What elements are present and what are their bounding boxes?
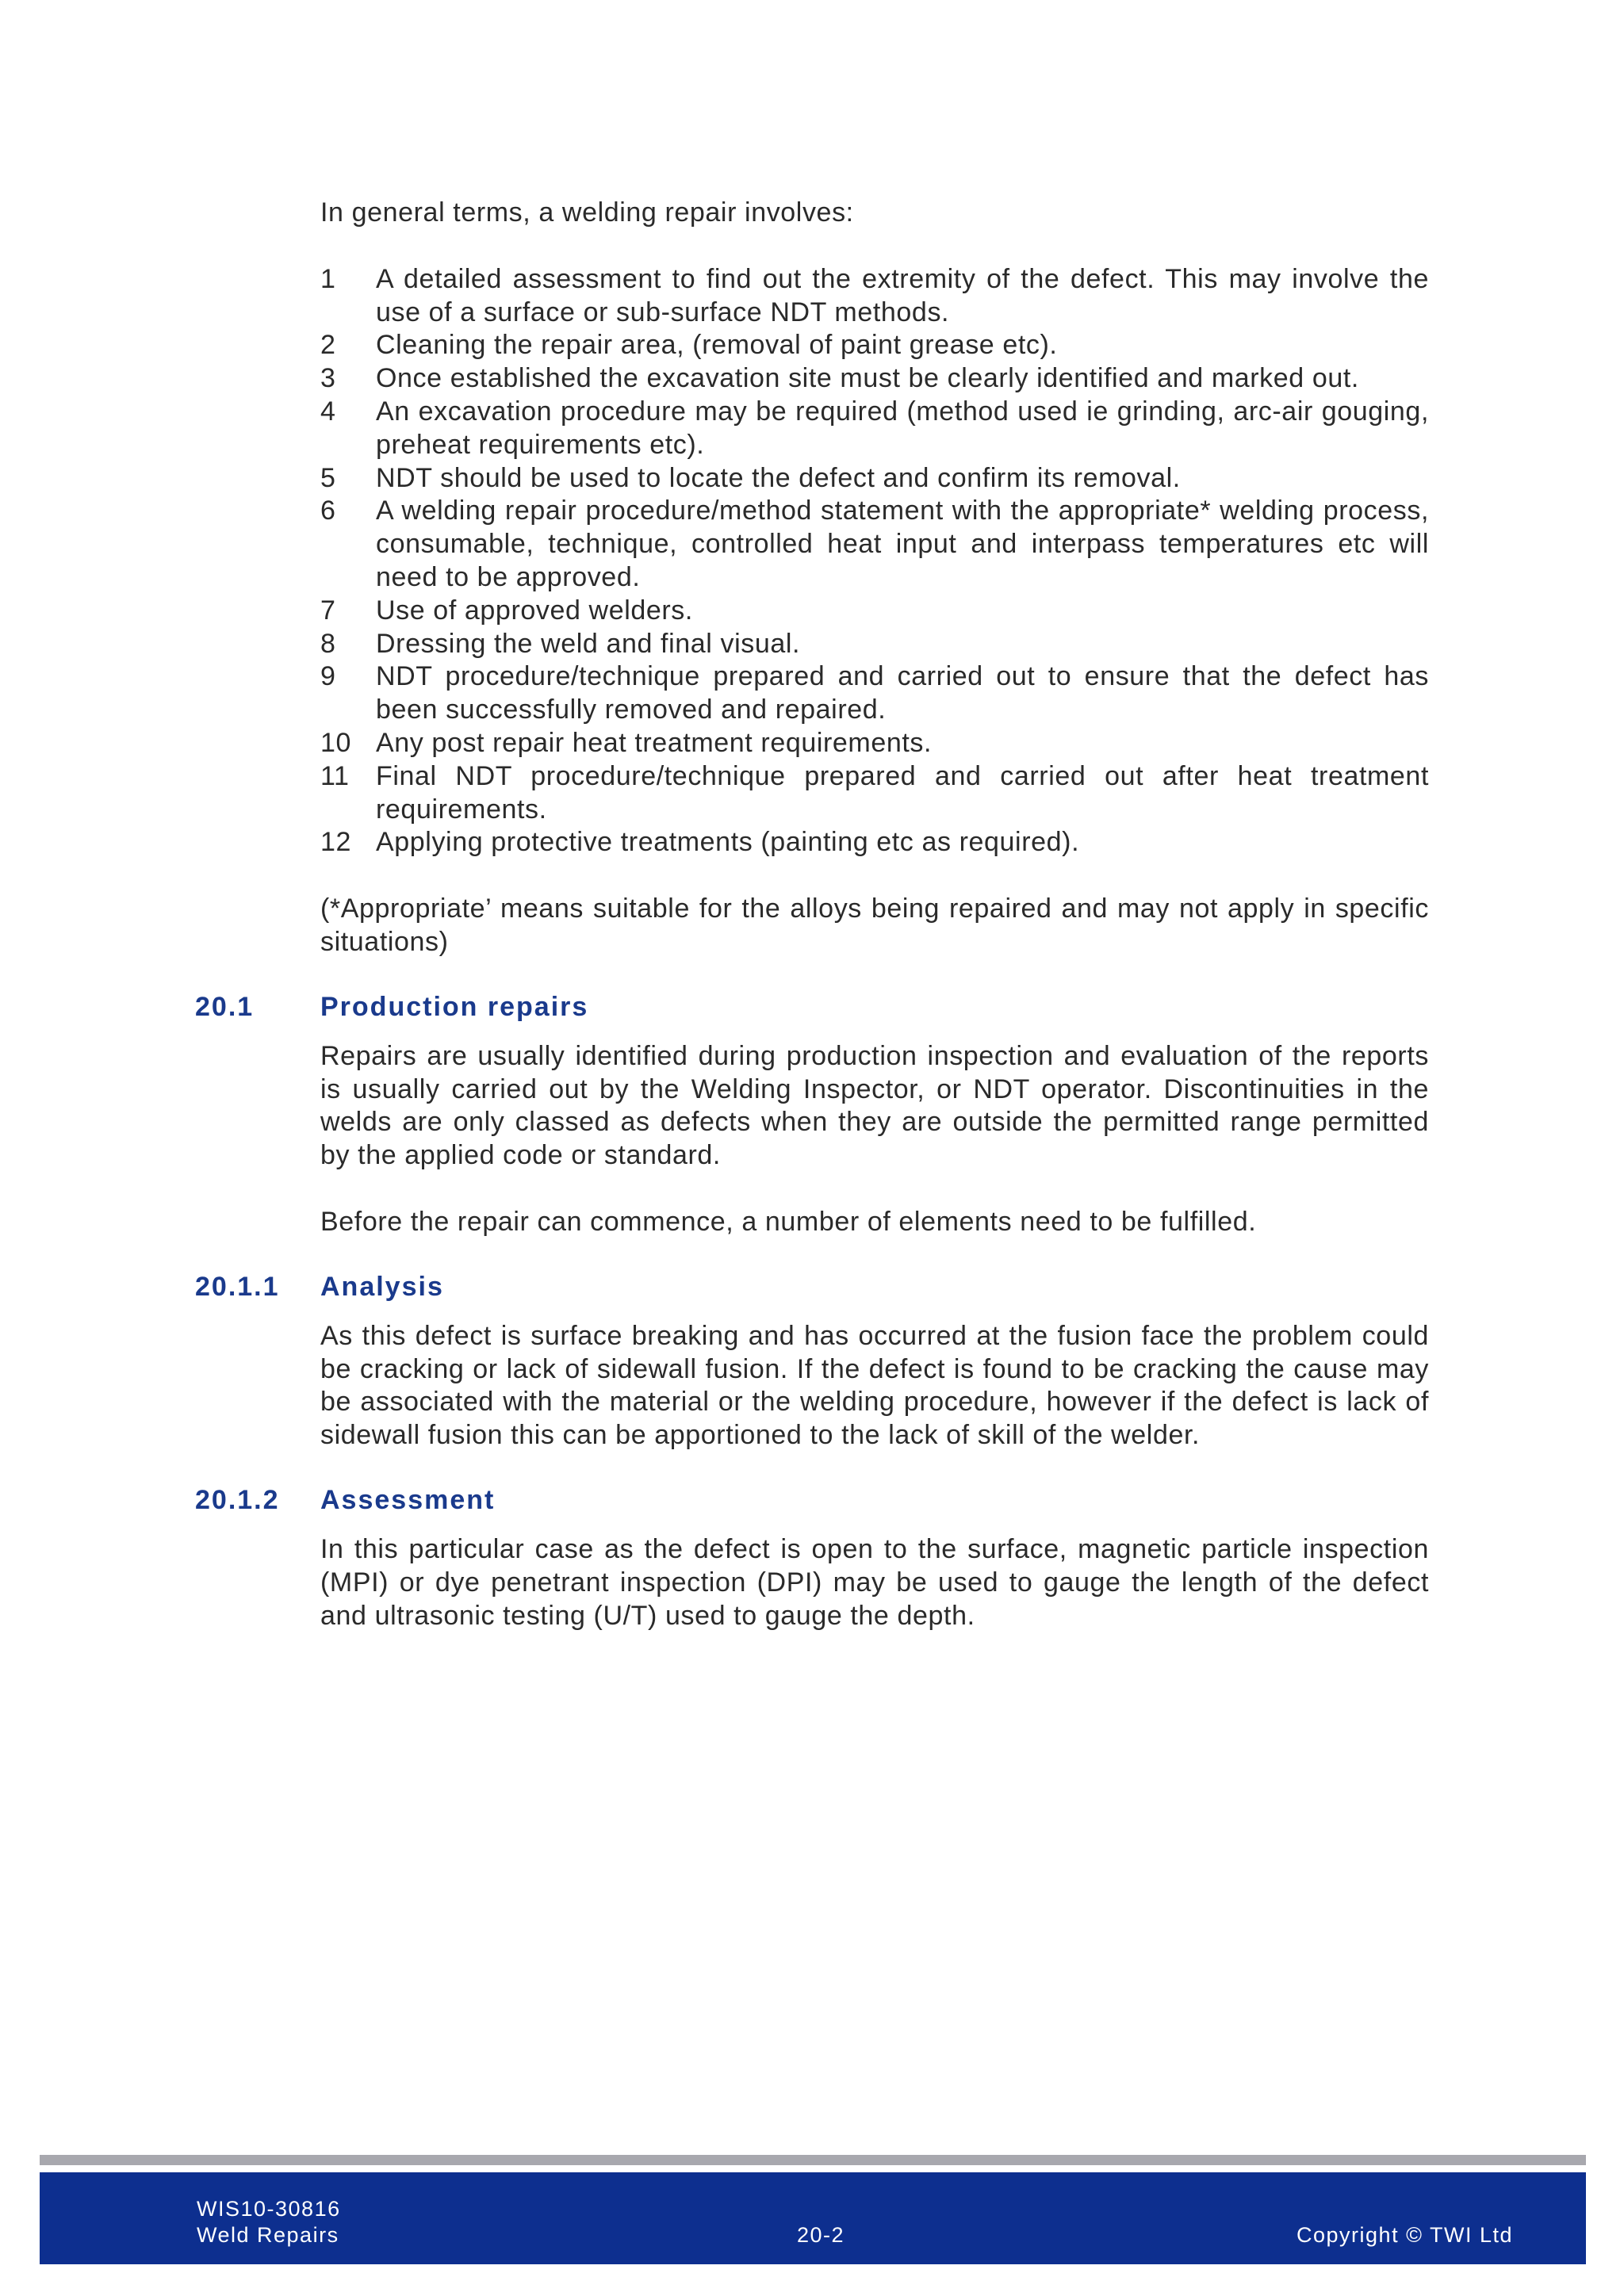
section-heading-analysis	[195, 1271, 1429, 1304]
production-repairs-paragraph: Repairs are usually identified during production inspection and evaluation of the reports is usually carried out by the Welding Inspector, or NDT operator. Discontinuities in the welds are only classed as defects when they are outside the permitted range permitted by the applied code or standard.	[320, 1040, 1429, 1171]
list-item: 3 Once established the excavation site must be clearly identified and marked out.	[320, 363, 1359, 394]
list-item: 1 A detailed assessment to find out the extremity of the defect. This may involve the use of a surface or sub-surface NDT methods.	[320, 263, 1429, 327]
list-item: 10 Any post repair heat treatment requirements.	[320, 727, 933, 758]
section-title: Analysis	[320, 1271, 444, 1302]
section-number: 20.1.2	[195, 1484, 280, 1515]
list-item: 5 NDT should be used to locate the defect and confirm its removal.	[320, 462, 1181, 493]
chapter-title: Weld Repairs	[197, 2223, 339, 2247]
footer-left	[197, 2196, 341, 2248]
list-item: 6 A welding repair procedure/method statement with the appropriate* welding process, consumable, technique, controlled heat input and interpass temperatures etc will need to be approved.	[320, 496, 1429, 592]
section-title: Production repairs	[320, 991, 589, 1022]
section-title: Assessment	[320, 1484, 496, 1515]
section-heading-assessment	[195, 1484, 1429, 1517]
page-body	[195, 197, 1429, 1632]
assessment-paragraph: In this particular case as the defect is open to the surface, magnetic particle inspection (MPI) or dye penetrant inspection (DPI) may be used to gauge the length of the defect and ultrasonic testing (U/T) used to gauge the depth.	[320, 1533, 1429, 1631]
analysis-paragraph: As this defect is surface breaking and has occurred at the fusion face the problem could be cracking or lack of sidewall fusion. If the defect is found to be cracking the cause may be associated with the material or the welding procedure, however if the defect is lack of sidewall fusion this can be apportioned to the lack of skill of the welder.	[320, 1320, 1429, 1451]
copyright-notice: Copyright © TWI Ltd	[1297, 2223, 1513, 2247]
repair-steps-list	[320, 263, 1429, 859]
footer-rule	[40, 2155, 1586, 2165]
section-number: 20.1	[195, 991, 255, 1022]
list-item: 11 Final NDT procedure/technique prepared and carried out after heat treatment requirements.	[320, 760, 1429, 825]
list-item: 7 Use of approved welders.	[320, 595, 693, 626]
list-item: 9 NDT procedure/technique prepared and carried out to ensure that the defect has been successfully removed and repaired.	[320, 661, 1429, 725]
section-number: 20.1.1	[195, 1271, 280, 1302]
document-id: WIS10-30816	[197, 2197, 341, 2221]
appropriate-note: (*Appropriate’ means suitable for the alloys being repaired and may not apply in specific situations)	[320, 894, 1429, 957]
page-number: 20-2	[797, 2223, 845, 2247]
section-heading-production-repairs	[195, 991, 1429, 1024]
list-item: 4 An excavation procedure may be required (method used ie grinding, arc-air gouging, preheat requirements etc).	[320, 396, 1429, 460]
intro-paragraph: In general terms, a welding repair involves:	[320, 197, 854, 228]
page-footer	[40, 2172, 1586, 2264]
production-repairs-paragraph: Before the repair can commence, a number of elements need to be fulfilled.	[320, 1206, 1257, 1237]
list-item: 12 Applying protective treatments (painting etc as required).	[320, 827, 1080, 858]
list-item: 8 Dressing the weld and final visual.	[320, 628, 801, 659]
list-item: 2 Cleaning the repair area, (removal of paint grease etc).	[320, 330, 1058, 361]
